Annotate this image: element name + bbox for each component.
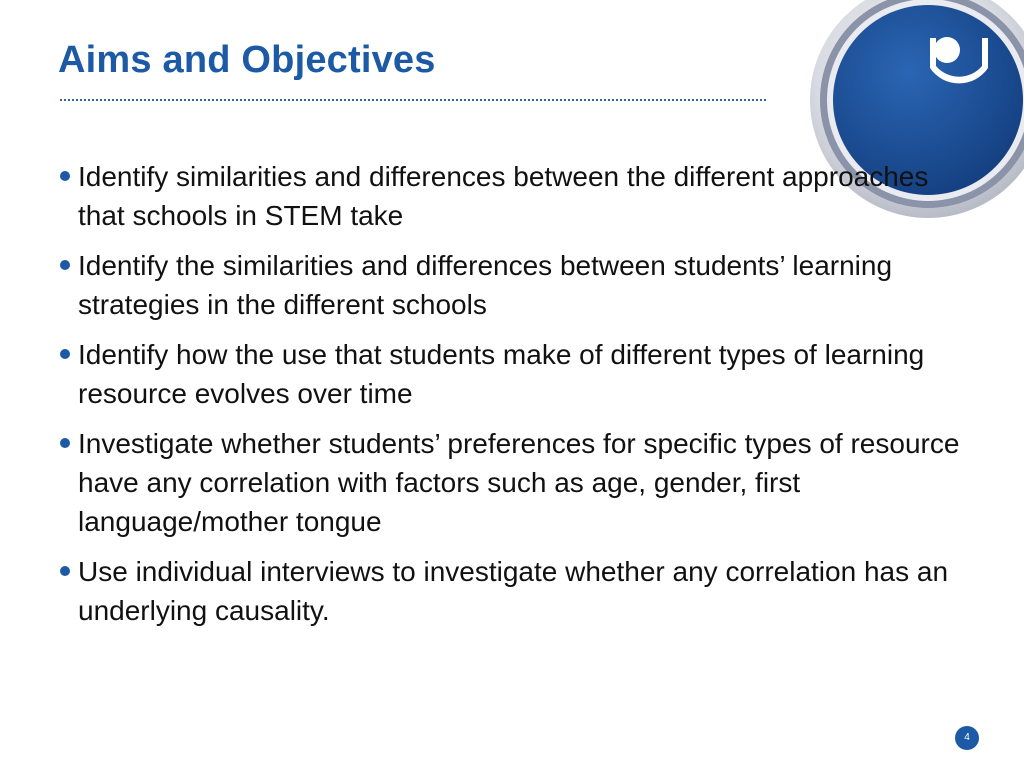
page-number-badge: 4: [955, 726, 979, 750]
objectives-list: [58, 157, 978, 641]
bullet-text: Use individual interviews to investigate whether any correlation has an underlying causality.: [78, 556, 949, 626]
title-divider: [60, 99, 766, 101]
bullet-text: Identify how the use that students make of different types of learning resource evolves over time: [78, 339, 925, 409]
list-item: [58, 246, 978, 324]
bullet-icon: [60, 349, 70, 359]
bullet-text: Identify the similarities and differences between students’ learning strategies in the different schools: [78, 250, 893, 320]
list-item: [58, 335, 978, 413]
slide-title: Aims and Objectives: [58, 39, 436, 81]
bullet-icon: [60, 171, 70, 181]
list-item: [58, 424, 978, 541]
list-item: [58, 552, 978, 630]
bullet-icon: [60, 566, 70, 576]
bullet-icon: [60, 260, 70, 270]
list-item: [58, 157, 978, 235]
bullet-text: Investigate whether students’ preferences for specific types of resource have any correlation with factors such as age, gender, first language/mother tongue: [78, 428, 960, 537]
bullet-text: Identify similarities and differences between the different approaches that schools in STEM take: [78, 161, 929, 231]
bullet-icon: [60, 438, 70, 448]
